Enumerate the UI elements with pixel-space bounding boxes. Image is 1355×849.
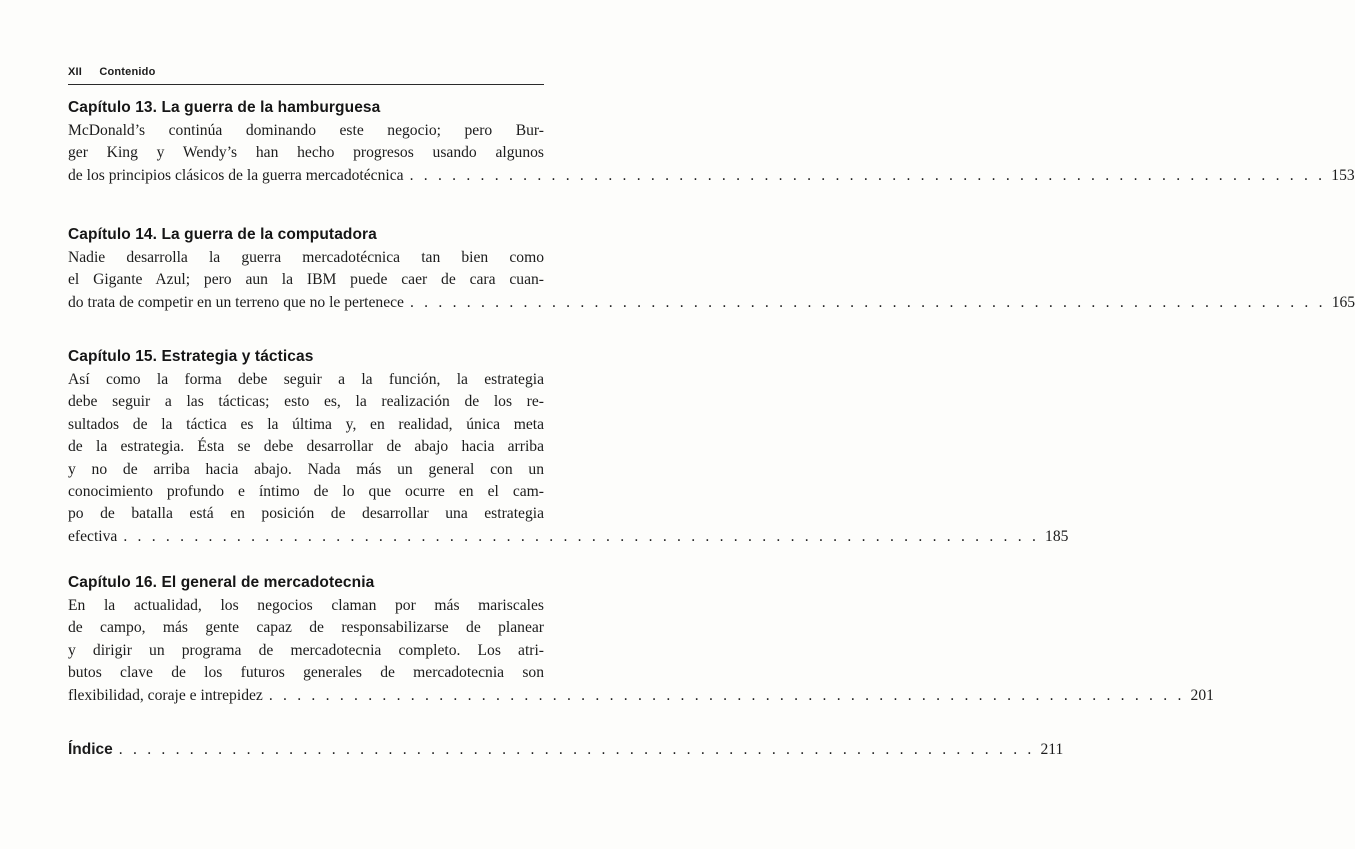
chapter-16-summary <box>68 595 1214 707</box>
index-page-number: 211 <box>1040 741 1064 758</box>
chapter-13-title: Capítulo 13. La guerra de la hamburguesa <box>68 99 381 116</box>
dot-leader: . . . . . . . . . . . . . . . . . . . . . . . . . . . . . . . . . . . . . . . . . . . . . . . . . . . . . . . . . . . . . . . . . <box>409 293 1326 311</box>
chapter-14-entry <box>68 226 1355 314</box>
dot-leader: . . . . . . . . . . . . . . . . . . . . . . . . . . . . . . . . . . . . . . . . . . . . . . . . . . . . . . . . . . . . . . . . . <box>123 527 1040 545</box>
chapter-15-entry <box>68 348 1069 548</box>
index-label: Índice <box>68 741 113 758</box>
chapter-13-page-number: 153 <box>1331 166 1355 184</box>
chapter-16-entry <box>68 574 1214 707</box>
summary-line: sultados de la táctica es la última y, en realidad, única meta <box>68 415 544 433</box>
summary-line: de campo, más gente capaz de responsabilizarse de planear <box>68 619 544 637</box>
summary-line: y no de arriba hacia abajo. Nada más un general con un <box>68 460 544 478</box>
chapter-14-page-number: 165 <box>1331 293 1355 311</box>
chapter-13-entry <box>68 99 1355 187</box>
summary-line: McDonald’s continúa dominando este negocio; pero Bur- <box>68 122 544 139</box>
summary-line: y dirigir un programa de mercadotecnia completo. Los atri- <box>68 641 544 659</box>
summary-line: Así como la forma debe seguir a la función, la estrategia <box>68 371 544 388</box>
chapter-13-summary <box>68 120 1355 187</box>
header-page-number: XII <box>68 66 83 78</box>
chapter-14-title: Capítulo 14. La guerra de la computadora <box>68 226 377 243</box>
summary-line: el Gigante Azul; pero aun la IBM puede caer de cara cuan- <box>68 271 544 289</box>
summary-line: de la estrategia. Ésta se debe desarrollar de abajo hacia arriba <box>68 438 544 456</box>
summary-line: ger King y Wendy’s han hecho progresos usando algunos <box>68 144 544 162</box>
chapter-15-page-number: 185 <box>1045 527 1069 545</box>
summary-line: conocimiento profundo e íntimo de lo que ocurre en el cam- <box>68 483 544 501</box>
summary-line: flexibilidad, coraje e intrepidez <box>68 686 263 704</box>
dot-leader: . . . . . . . . . . . . . . . . . . . . . . . . . . . . . . . . . . . . . . . . . . . . . . . . . . . . . . . . . . . . . . . . . <box>118 741 1035 758</box>
chapter-15-title: Capítulo 15. Estrategia y tácticas <box>68 348 314 365</box>
chapter-14-summary <box>68 247 1355 314</box>
summary-line: po de batalla está en posición de desarrollar una estrategia <box>68 505 544 523</box>
summary-line: En la actualidad, los negocios claman por más mariscales <box>68 597 544 614</box>
summary-line: butos clave de los futuros generales de mercadotecnia son <box>68 664 544 682</box>
summary-line: Nadie desarrolla la guerra mercadotécnica tan bien como <box>68 249 544 266</box>
index-entry <box>68 741 1064 759</box>
summary-last-line <box>68 165 1355 187</box>
dot-leader: . . . . . . . . . . . . . . . . . . . . . . . . . . . . . . . . . . . . . . . . . . . . . . . . . . . . . . . . . . . . . . . . . <box>409 166 1326 184</box>
chapter-16-page-number: 201 <box>1190 686 1214 704</box>
header-section-title: Contenido <box>99 66 156 78</box>
summary-line: debe seguir a las tácticas; esto es, la realización de los re- <box>68 393 544 411</box>
summary-last-line <box>68 292 1355 314</box>
chapter-15-summary <box>68 369 1069 548</box>
dot-leader: . . . . . . . . . . . . . . . . . . . . . . . . . . . . . . . . . . . . . . . . . . . . . . . . . . . . . . . . . . . . . . . . . <box>268 686 1185 704</box>
summary-line: de los principios clásicos de la guerra mercadotécnica <box>68 166 404 184</box>
running-header <box>68 66 544 85</box>
summary-last-line <box>68 685 1214 707</box>
summary-line: do trata de competir en un terreno que no le pertenece <box>68 293 404 311</box>
chapter-16-title: Capítulo 16. El general de mercadotecnia <box>68 574 375 591</box>
summary-last-line <box>68 526 1069 548</box>
summary-line: efectiva <box>68 527 118 545</box>
